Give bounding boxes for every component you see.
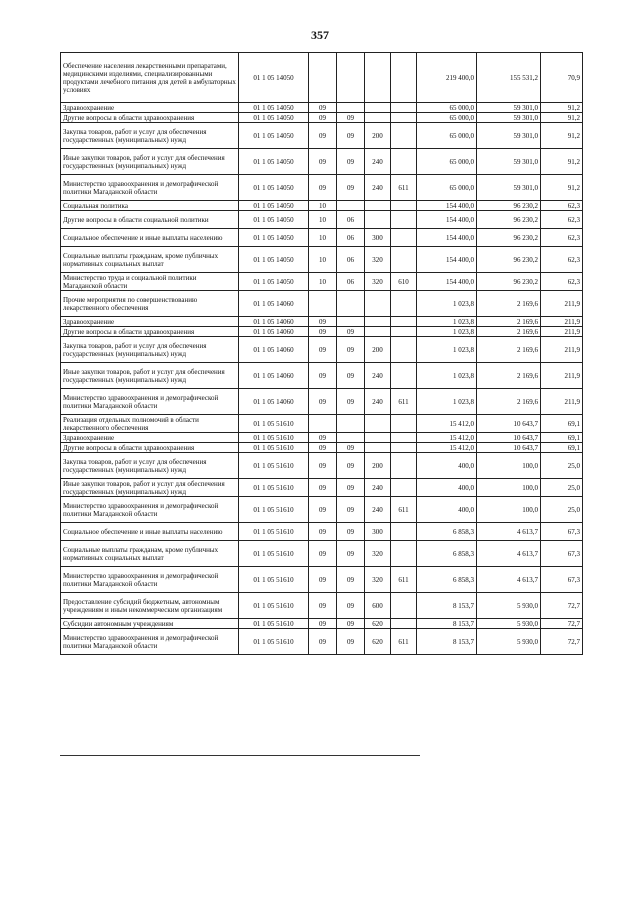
row-subsection-cell [337,433,365,443]
row-plan-cell: 400,0 [417,497,477,523]
row-expense-type-cell: 240 [365,479,391,497]
row-subsection-cell [337,201,365,211]
row-subsection-cell: 09 [337,337,365,363]
row-expense-type-cell: 320 [365,247,391,273]
row-plan-cell: 6 858,3 [417,523,477,541]
row-ministry-code-cell: 610 [391,273,417,291]
row-section-cell: 09 [309,113,337,123]
row-subsection-cell: 09 [337,479,365,497]
row-fact-cell: 10 643,7 [477,433,541,443]
row-plan-cell: 1 023,8 [417,291,477,317]
row-fact-cell: 5 930,0 [477,593,541,619]
row-name-cell: Иные закупки товаров, работ и услуг для обеспечения государственных (муниципальных) нужд [61,149,239,175]
row-expense-type-cell [365,201,391,211]
row-percent-cell: 91,2 [541,175,583,201]
row-fact-cell: 4 613,7 [477,523,541,541]
row-expense-type-cell: 200 [365,123,391,149]
row-subsection-cell: 06 [337,247,365,273]
table-row [61,479,583,497]
row-fact-cell: 5 930,0 [477,629,541,655]
row-fact-cell: 10 643,7 [477,443,541,453]
row-ministry-code-cell: 611 [391,175,417,201]
row-subsection-cell: 09 [337,453,365,479]
row-ministry-code-cell [391,291,417,317]
row-plan-cell: 65 000,0 [417,103,477,113]
row-name-cell: Социальная политика [61,201,239,211]
table-row [61,629,583,655]
table-row [61,211,583,229]
table-row [61,523,583,541]
row-ministry-code-cell [391,479,417,497]
table-row [61,389,583,415]
row-name-cell: Министерство здравоохранения и демографической политики Магаданской области [61,497,239,523]
row-section-cell: 10 [309,201,337,211]
row-code-cell: 01 1 05 14060 [239,389,309,415]
row-code-cell: 01 1 05 14050 [239,103,309,113]
row-name-cell: Другие вопросы в области здравоохранения [61,443,239,453]
row-expense-type-cell: 320 [365,541,391,567]
row-ministry-code-cell [391,593,417,619]
table-row [61,291,583,317]
row-subsection-cell: 09 [337,541,365,567]
row-name-cell: Закупка товаров, работ и услуг для обеспечения государственных (муниципальных) нужд [61,453,239,479]
row-ministry-code-cell: 611 [391,389,417,415]
row-section-cell: 09 [309,175,337,201]
row-expense-type-cell: 240 [365,363,391,389]
row-ministry-code-cell [391,317,417,327]
row-ministry-code-cell [391,327,417,337]
row-fact-cell: 2 169,6 [477,327,541,337]
table-body [61,53,583,655]
row-fact-cell: 2 169,6 [477,337,541,363]
row-subsection-cell: 09 [337,175,365,201]
row-percent-cell: 25,0 [541,479,583,497]
row-ministry-code-cell: 611 [391,497,417,523]
row-code-cell: 01 1 05 51610 [239,523,309,541]
row-ministry-code-cell [391,523,417,541]
row-expense-type-cell: 240 [365,497,391,523]
row-percent-cell: 62,3 [541,211,583,229]
row-subsection-cell [337,415,365,433]
row-ministry-code-cell [391,123,417,149]
row-percent-cell: 62,3 [541,273,583,291]
row-section-cell: 09 [309,123,337,149]
row-name-cell: Закупка товаров, работ и услуг для обеспечения государственных (муниципальных) нужд [61,337,239,363]
table-row [61,363,583,389]
row-expense-type-cell: 620 [365,629,391,655]
budget-table [60,52,583,655]
row-ministry-code-cell [391,149,417,175]
row-subsection-cell: 09 [337,523,365,541]
row-code-cell: 01 1 05 51610 [239,453,309,479]
row-name-cell: Социальные выплаты гражданам, кроме публичных нормативных социальных выплат [61,541,239,567]
row-code-cell: 01 1 05 14050 [239,53,309,103]
row-expense-type-cell: 200 [365,337,391,363]
row-ministry-code-cell [391,363,417,389]
row-code-cell: 01 1 05 14060 [239,317,309,327]
row-name-cell: Здравоохранение [61,433,239,443]
row-section-cell: 10 [309,229,337,247]
row-ministry-code-cell [391,619,417,629]
row-expense-type-cell: 320 [365,273,391,291]
row-name-cell: Другие вопросы в области социальной политики [61,211,239,229]
row-section-cell: 09 [309,337,337,363]
row-section-cell [309,291,337,317]
row-subsection-cell: 09 [337,149,365,175]
table-row [61,415,583,433]
row-subsection-cell [337,317,365,327]
row-plan-cell: 65 000,0 [417,123,477,149]
row-expense-type-cell: 200 [365,453,391,479]
row-plan-cell: 154 400,0 [417,211,477,229]
row-fact-cell: 155 531,2 [477,53,541,103]
table-row [61,53,583,103]
row-expense-type-cell [365,443,391,453]
row-percent-cell: 91,2 [541,149,583,175]
row-fact-cell: 59 301,0 [477,113,541,123]
row-code-cell: 01 1 05 51610 [239,443,309,453]
page-number: 357 [311,28,329,42]
row-ministry-code-cell [391,415,417,433]
row-section-cell: 10 [309,247,337,273]
row-fact-cell: 10 643,7 [477,415,541,433]
row-section-cell: 10 [309,273,337,291]
row-code-cell: 01 1 05 51610 [239,629,309,655]
row-code-cell: 01 1 05 51610 [239,415,309,433]
row-plan-cell: 6 858,3 [417,541,477,567]
row-ministry-code-cell [391,113,417,123]
row-code-cell: 01 1 05 14050 [239,247,309,273]
row-plan-cell: 1 023,8 [417,327,477,337]
row-fact-cell: 100,0 [477,497,541,523]
row-subsection-cell: 06 [337,211,365,229]
row-percent-cell: 62,3 [541,247,583,273]
row-percent-cell: 72,7 [541,593,583,619]
row-subsection-cell: 09 [337,567,365,593]
table-row [61,175,583,201]
row-ministry-code-cell [391,229,417,247]
row-code-cell: 01 1 05 51610 [239,593,309,619]
row-section-cell: 09 [309,619,337,629]
row-expense-type-cell: 620 [365,619,391,629]
row-plan-cell: 15 412,0 [417,443,477,453]
table-row [61,123,583,149]
row-ministry-code-cell: 611 [391,567,417,593]
row-name-cell: Социальное обеспечение и иные выплаты населению [61,523,239,541]
row-code-cell: 01 1 05 14060 [239,337,309,363]
row-name-cell: Здравоохранение [61,103,239,113]
row-code-cell: 01 1 05 51610 [239,479,309,497]
row-code-cell: 01 1 05 14050 [239,123,309,149]
row-plan-cell: 65 000,0 [417,175,477,201]
row-percent-cell: 62,3 [541,229,583,247]
row-plan-cell: 154 400,0 [417,229,477,247]
row-ministry-code-cell [391,103,417,113]
row-subsection-cell: 09 [337,327,365,337]
row-name-cell: Иные закупки товаров, работ и услуг для обеспечения государственных (муниципальных) нужд [61,363,239,389]
row-section-cell: 09 [309,541,337,567]
row-percent-cell: 211,9 [541,327,583,337]
row-name-cell: Субсидии автономным учреждениям [61,619,239,629]
row-percent-cell: 91,2 [541,103,583,113]
row-fact-cell: 4 613,7 [477,541,541,567]
row-subsection-cell: 06 [337,229,365,247]
row-name-cell: Другие вопросы в области здравоохранения [61,113,239,123]
row-expense-type-cell [365,433,391,443]
table-row [61,541,583,567]
row-section-cell [309,415,337,433]
table-row [61,593,583,619]
row-ministry-code-cell [391,433,417,443]
row-fact-cell: 59 301,0 [477,149,541,175]
row-fact-cell: 96 230,2 [477,273,541,291]
row-expense-type-cell: 600 [365,593,391,619]
row-percent-cell: 211,9 [541,389,583,415]
row-code-cell: 01 1 05 14050 [239,211,309,229]
row-ministry-code-cell [391,443,417,453]
row-percent-cell: 62,3 [541,201,583,211]
row-expense-type-cell [365,291,391,317]
row-code-cell: 01 1 05 51610 [239,497,309,523]
row-fact-cell: 5 930,0 [477,619,541,629]
row-name-cell: Закупка товаров, работ и услуг для обеспечения государственных (муниципальных) нужд [61,123,239,149]
table-row [61,273,583,291]
row-name-cell: Министерство здравоохранения и демографической политики Магаданской области [61,389,239,415]
row-expense-type-cell: 240 [365,149,391,175]
row-subsection-cell: 09 [337,629,365,655]
row-section-cell: 09 [309,497,337,523]
row-code-cell: 01 1 05 14060 [239,363,309,389]
row-plan-cell: 154 400,0 [417,201,477,211]
row-plan-cell: 400,0 [417,479,477,497]
row-plan-cell: 1 023,8 [417,363,477,389]
row-subsection-cell [337,103,365,113]
row-fact-cell: 100,0 [477,453,541,479]
row-fact-cell: 59 301,0 [477,103,541,113]
row-expense-type-cell: 240 [365,389,391,415]
row-plan-cell: 1 023,8 [417,337,477,363]
row-name-cell: Иные закупки товаров, работ и услуг для обеспечения государственных (муниципальных) нужд [61,479,239,497]
row-name-cell: Министерство здравоохранения и демографической политики Магаданской области [61,567,239,593]
row-code-cell: 01 1 05 14050 [239,273,309,291]
row-expense-type-cell [365,327,391,337]
row-subsection-cell: 09 [337,363,365,389]
row-percent-cell: 67,3 [541,541,583,567]
row-code-cell: 01 1 05 51610 [239,567,309,593]
row-plan-cell: 400,0 [417,453,477,479]
row-percent-cell: 69,1 [541,415,583,433]
row-plan-cell: 8 153,7 [417,619,477,629]
row-expense-type-cell: 240 [365,175,391,201]
row-code-cell: 01 1 05 51610 [239,541,309,567]
row-fact-cell: 2 169,6 [477,363,541,389]
row-percent-cell: 25,0 [541,497,583,523]
table-row [61,247,583,273]
row-percent-cell: 211,9 [541,317,583,327]
row-expense-type-cell [365,113,391,123]
row-plan-cell: 154 400,0 [417,273,477,291]
table-row [61,337,583,363]
row-fact-cell: 2 169,6 [477,317,541,327]
row-section-cell: 09 [309,317,337,327]
row-fact-cell: 96 230,2 [477,211,541,229]
row-percent-cell: 69,1 [541,433,583,443]
row-fact-cell: 4 613,7 [477,567,541,593]
row-fact-cell: 2 169,6 [477,389,541,415]
row-subsection-cell: 09 [337,593,365,619]
row-percent-cell: 211,9 [541,337,583,363]
row-fact-cell: 2 169,6 [477,291,541,317]
row-plan-cell: 219 400,0 [417,53,477,103]
row-name-cell: Министерство труда и социальной политики Магаданской области [61,273,239,291]
row-plan-cell: 15 412,0 [417,433,477,443]
row-name-cell: Обеспечение населения лекарственными препаратами, медицинскими изделиями, специализированными продуктами лечебного питания для детей в амбулаторных условиях [61,53,239,103]
row-code-cell: 01 1 05 14050 [239,113,309,123]
table-row [61,149,583,175]
row-section-cell: 09 [309,363,337,389]
row-percent-cell: 25,0 [541,453,583,479]
row-code-cell: 01 1 05 14060 [239,327,309,337]
row-plan-cell: 65 000,0 [417,113,477,123]
row-code-cell: 01 1 05 14050 [239,149,309,175]
table-row [61,443,583,453]
row-code-cell: 01 1 05 51610 [239,619,309,629]
row-expense-type-cell [365,317,391,327]
row-percent-cell: 91,2 [541,113,583,123]
table-row [61,229,583,247]
table-row [61,453,583,479]
table-row [61,103,583,113]
table-row [61,327,583,337]
row-plan-cell: 8 153,7 [417,629,477,655]
row-name-cell: Другие вопросы в области здравоохранения [61,327,239,337]
row-percent-cell: 67,3 [541,523,583,541]
row-fact-cell: 100,0 [477,479,541,497]
row-section-cell: 09 [309,567,337,593]
row-section-cell: 09 [309,523,337,541]
row-name-cell: Предоставление субсидий бюджетным, автономным учреждениям и иным некоммерческим организациям [61,593,239,619]
row-name-cell: Социальные выплаты гражданам, кроме публичных нормативных социальных выплат [61,247,239,273]
row-subsection-cell [337,291,365,317]
table-row [61,113,583,123]
row-expense-type-cell [365,415,391,433]
row-name-cell: Здравоохранение [61,317,239,327]
row-plan-cell: 1 023,8 [417,389,477,415]
row-percent-cell: 91,2 [541,123,583,149]
row-subsection-cell: 09 [337,619,365,629]
row-fact-cell: 59 301,0 [477,175,541,201]
row-expense-type-cell [365,103,391,113]
row-expense-type-cell: 300 [365,523,391,541]
row-plan-cell: 15 412,0 [417,415,477,433]
row-code-cell: 01 1 05 14050 [239,201,309,211]
row-expense-type-cell [365,53,391,103]
row-subsection-cell: 09 [337,123,365,149]
row-fact-cell: 59 301,0 [477,123,541,149]
row-subsection-cell: 09 [337,497,365,523]
row-expense-type-cell: 300 [365,229,391,247]
row-expense-type-cell: 320 [365,567,391,593]
row-percent-cell: 72,7 [541,629,583,655]
row-subsection-cell: 09 [337,113,365,123]
row-percent-cell: 67,3 [541,567,583,593]
row-section-cell: 09 [309,103,337,113]
row-ministry-code-cell [391,201,417,211]
row-percent-cell: 211,9 [541,363,583,389]
row-ministry-code-cell [391,453,417,479]
row-section-cell: 09 [309,433,337,443]
row-section-cell: 09 [309,479,337,497]
row-ministry-code-cell [391,337,417,363]
row-section-cell: 09 [309,389,337,415]
row-section-cell: 10 [309,211,337,229]
row-plan-cell: 154 400,0 [417,247,477,273]
row-name-cell: Министерство здравоохранения и демографической политики Магаданской области [61,175,239,201]
row-section-cell: 09 [309,453,337,479]
row-fact-cell: 96 230,2 [477,247,541,273]
row-name-cell: Социальное обеспечение и иные выплаты населению [61,229,239,247]
row-subsection-cell: 06 [337,273,365,291]
row-percent-cell: 72,7 [541,619,583,629]
row-name-cell: Прочие мероприятия по совершенствованию лекарственного обеспечения [61,291,239,317]
row-plan-cell: 6 858,3 [417,567,477,593]
row-ministry-code-cell [391,541,417,567]
table-row [61,317,583,327]
row-fact-cell: 96 230,2 [477,229,541,247]
row-subsection-cell: 09 [337,443,365,453]
row-code-cell: 01 1 05 14050 [239,175,309,201]
table-row [61,497,583,523]
row-section-cell: 09 [309,327,337,337]
row-percent-cell: 69,1 [541,443,583,453]
row-code-cell: 01 1 05 14050 [239,229,309,247]
table-row [61,619,583,629]
row-percent-cell: 211,9 [541,291,583,317]
row-plan-cell: 1 023,8 [417,317,477,327]
row-ministry-code-cell [391,247,417,273]
row-section-cell: 09 [309,149,337,175]
row-expense-type-cell [365,211,391,229]
row-code-cell: 01 1 05 14060 [239,291,309,317]
table-row [61,433,583,443]
row-ministry-code-cell [391,53,417,103]
row-section-cell: 09 [309,593,337,619]
row-subsection-cell [337,53,365,103]
row-plan-cell: 8 153,7 [417,593,477,619]
row-ministry-code-cell: 611 [391,629,417,655]
table-row [61,567,583,593]
table-row [61,201,583,211]
row-section-cell: 09 [309,443,337,453]
row-fact-cell: 96 230,2 [477,201,541,211]
row-plan-cell: 65 000,0 [417,149,477,175]
row-subsection-cell: 09 [337,389,365,415]
row-name-cell: Реализация отдельных полномочий в области лекарственного обеспечения [61,415,239,433]
row-ministry-code-cell [391,211,417,229]
row-code-cell: 01 1 05 51610 [239,433,309,443]
row-section-cell: 09 [309,629,337,655]
footer-rule [60,755,420,756]
row-section-cell [309,53,337,103]
row-percent-cell: 70,9 [541,53,583,103]
row-name-cell: Министерство здравоохранения и демографической политики Магаданской области [61,629,239,655]
